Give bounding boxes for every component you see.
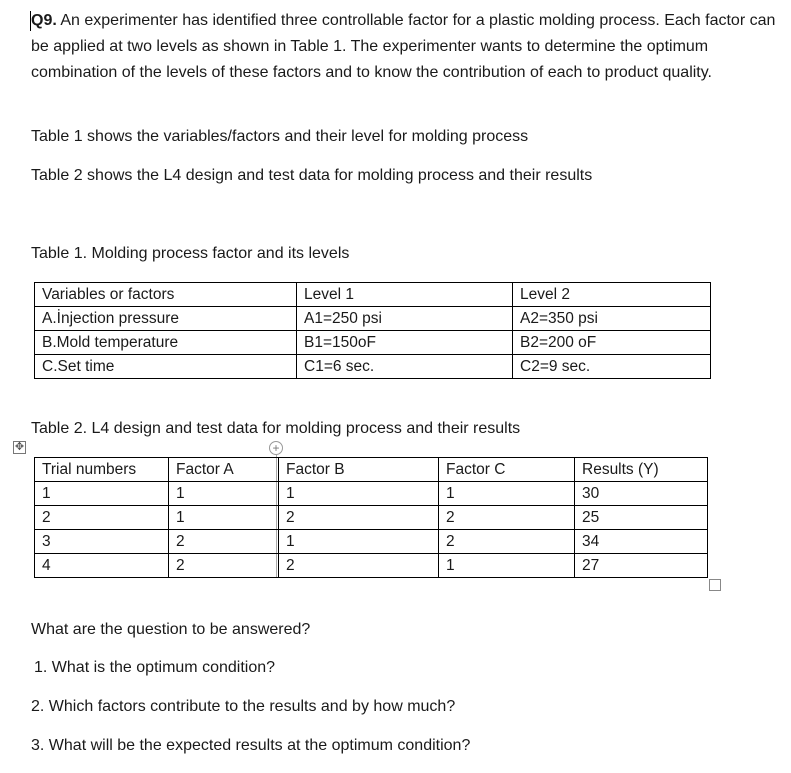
table-cell[interactable]: 2 [439,530,575,554]
table-cell[interactable]: 3 [35,530,169,554]
table-cell[interactable]: 2 [279,506,439,530]
table-cell[interactable]: 1 [279,482,439,506]
table-cell[interactable]: 1 [439,554,575,578]
table-cell[interactable]: 30 [575,482,708,506]
table-row [35,530,708,554]
table-cell[interactable]: A1=250 psi [297,307,513,331]
questions-intro: What are the question to be answered? [31,621,311,638]
table-cell[interactable]: 34 [575,530,708,554]
resize-handle-icon[interactable] [709,579,721,591]
table-header-cell[interactable]: Level 2 [513,283,711,307]
l4-design-table [34,457,708,578]
factor-levels-table [34,282,711,379]
table2-caption: Table 2. L4 design and test data for molding process and their results [31,420,521,437]
table-cell[interactable]: A2=350 psi [513,307,711,331]
table-cell[interactable]: 2 [169,554,279,578]
table-cell[interactable]: 4 [35,554,169,578]
table-cell[interactable]: B2=200 oF [513,331,711,355]
table-row [35,482,708,506]
question-number: Q9. [31,12,57,29]
table-row [35,506,708,530]
table-cell[interactable]: 1 [169,506,279,530]
question-paragraph [31,8,786,86]
table-cell[interactable]: 25 [575,506,708,530]
table-header-cell[interactable]: Variables or factors [35,283,297,307]
table-cell[interactable]: 2 [439,506,575,530]
table-header-cell[interactable]: Factor A [169,458,279,482]
table-cell[interactable]: 1 [439,482,575,506]
table-cell[interactable]: 1 [279,530,439,554]
table-cell[interactable]: 2 [35,506,169,530]
table-header-cell[interactable]: Factor B [279,458,439,482]
table-cell[interactable]: B.Mold temperature [35,331,297,355]
add-column-icon[interactable]: + [269,441,283,455]
table-cell[interactable]: C1=6 sec. [297,355,513,379]
table-cell[interactable]: 27 [575,554,708,578]
table-cell[interactable]: A.İnjection pressure [35,307,297,331]
table-cell[interactable]: 2 [169,530,279,554]
table-header-cell[interactable]: Level 1 [297,283,513,307]
table-cell[interactable]: 1 [35,482,169,506]
table-header-row [35,283,711,307]
intro-line-1: Table 1 shows the variables/factors and their level for molding process [31,128,529,145]
intro-line-2: Table 2 shows the L4 design and test data for molding process and their results [31,167,593,184]
table-cell[interactable]: C.Set time [35,355,297,379]
table-cell[interactable]: 1 [169,482,279,506]
table-cell[interactable]: 2 [279,554,439,578]
table-header-cell[interactable]: Factor C [439,458,575,482]
table1-caption: Table 1. Molding process factor and its levels [31,245,350,262]
question-item-1: 1. What is the optimum condition? [34,659,276,676]
question-text: An experimenter has identified three controllable factor for a plastic molding process. Each factor can be applied at two levels as shown in Table 1. The experimenter wants to determine the optimum combination of the levels of these factors and to know the contribution of each to product quality. [31,12,776,81]
table-row [35,307,711,331]
table-header-cell[interactable]: Trial numbers [35,458,169,482]
table-row [35,331,711,355]
table-row [35,554,708,578]
move-handle-icon[interactable]: ✥ [14,441,25,453]
table-cell[interactable]: B1=150oF [297,331,513,355]
table-row [35,355,711,379]
question-item-2: 2. Which factors contribute to the results and by how much? [31,698,456,715]
table-header-cell[interactable]: Results (Y) [575,458,708,482]
table-header-row [35,458,708,482]
table-cell[interactable]: C2=9 sec. [513,355,711,379]
question-item-3: 3. What will be the expected results at the optimum condition? [31,737,471,754]
